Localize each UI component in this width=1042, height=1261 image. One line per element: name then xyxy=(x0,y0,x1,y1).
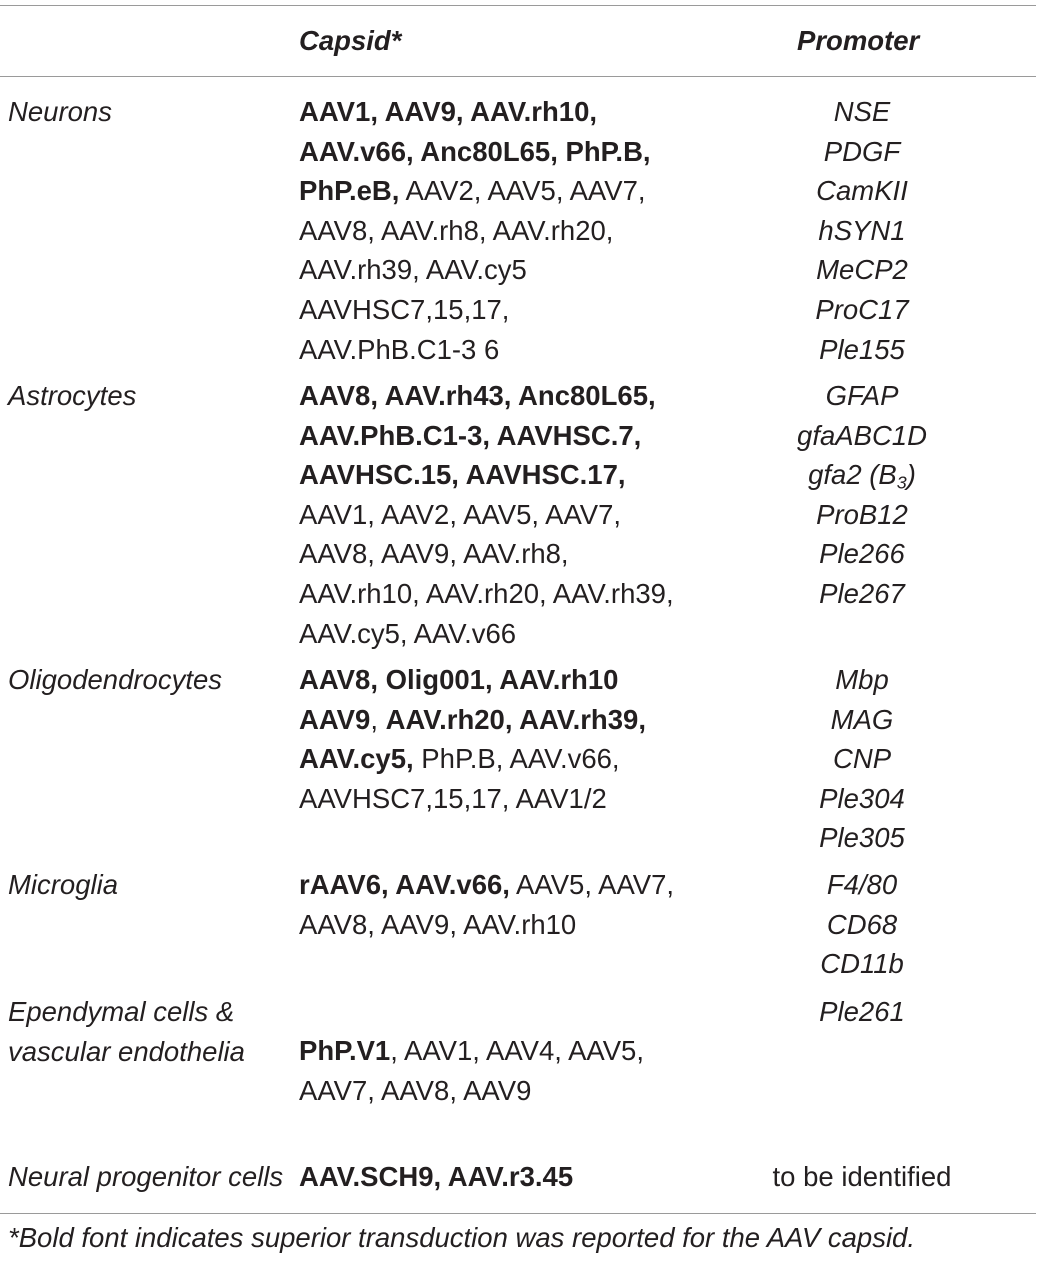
cell-type-astrocytes xyxy=(8,376,136,416)
cell-type-neurons xyxy=(8,92,112,132)
capsid-cell-neurons xyxy=(299,92,651,369)
promoter-item: Ple155 xyxy=(819,333,905,365)
promoter-cell-microglia xyxy=(742,865,982,984)
promoter-item: gfaABC1D xyxy=(797,419,927,451)
cell-type-microglia xyxy=(8,865,118,905)
promoter-item: GFAP xyxy=(825,380,899,411)
capsid-line: PhP.eB, AAV2, AAV5, AAV7, xyxy=(299,175,646,207)
capsid-line: AAV.rh39, AAV.cy5 xyxy=(299,254,527,286)
promoter-item: Ple304 xyxy=(819,782,905,814)
capsid-line: AAV7, AAV8, AAV9 xyxy=(299,1074,532,1106)
promoter-item: MAG xyxy=(830,703,894,735)
capsid-line: AAVHSC7,15,17, AAV1/2 xyxy=(299,782,607,814)
promoter-item: Ple267 xyxy=(819,577,905,609)
promoter-item: CD68 xyxy=(826,908,898,940)
cell-type-text: Ependymal cells & xyxy=(8,996,235,1027)
promoter-item: F4/80 xyxy=(826,869,898,900)
promoter-item: Ple266 xyxy=(819,538,905,570)
capsid-cell-neural-progenitor xyxy=(299,1157,573,1197)
promoter-item: ProC17 xyxy=(815,293,909,325)
capsid-line: AAV8, Olig001, AAV.rh10 xyxy=(299,664,619,695)
promoter-item: MeCP2 xyxy=(816,254,908,286)
capsid-line: AAV9, AAV.rh20, AAV.rh39, xyxy=(299,703,646,735)
table-bottom-rule xyxy=(0,1213,1036,1214)
capsid-line: AAV8, AAV.rh8, AAV.rh20, xyxy=(299,214,614,246)
capsid-line: AAV.PhB.C1-3 6 xyxy=(299,333,500,365)
capsid-cell-oligodendrocytes xyxy=(299,660,646,818)
capsid-line: AAV.cy5, PhP.B, AAV.v66, xyxy=(299,743,620,775)
header-capsid: Capsid* xyxy=(299,25,402,56)
capsid-line: AAV.cy5, AAV.v66 xyxy=(299,617,517,649)
cell-type-neural-progenitor xyxy=(8,1157,283,1197)
capsid-line: rAAV6, AAV.v66, AAV5, AAV7, xyxy=(299,869,675,900)
capsid-line: AAV8, AAV.rh43, Anc80L65, xyxy=(299,380,656,411)
capsid-line: AAV.PhB.C1-3, AAVHSC.7, xyxy=(299,419,642,451)
capsid-line: AAVHSC7,15,17, xyxy=(299,293,510,325)
promoter-item: Mbp xyxy=(835,664,889,695)
promoter-item: NSE xyxy=(833,96,891,127)
cell-type-text: Oligodendrocytes xyxy=(8,664,223,695)
promoter-item: ProB12 xyxy=(816,498,908,530)
table-footnote: *Bold font indicates superior transduction was reported for the AAV capsid. xyxy=(8,1222,915,1253)
capsid-line: AAV8, AAV9, AAV.rh8, xyxy=(299,538,569,570)
table-top-rule xyxy=(0,5,1036,6)
promoter-cell-oligodendrocytes xyxy=(742,660,982,858)
capsid-cell-microglia xyxy=(299,865,674,944)
capsid-cell-ependymal xyxy=(299,1031,644,1110)
cell-type-text: Microglia xyxy=(8,869,119,900)
capsid-line: AAV.SCH9, AAV.r3.45 xyxy=(299,1161,574,1192)
cell-type-ependymal xyxy=(8,992,245,1071)
promoter-cell-ependymal xyxy=(742,992,982,1032)
promoter-item: CNP xyxy=(832,743,892,775)
promoter-item: Ple261 xyxy=(819,996,905,1027)
promoter-item: hSYN1 xyxy=(818,214,906,246)
capsid-line: AAV1, AAV2, AAV5, AAV7, xyxy=(299,498,622,530)
capsid-line: AAV.rh10, AAV.rh20, AAV.rh39, xyxy=(299,577,674,609)
cell-type-text: Neurons xyxy=(8,96,112,127)
cell-type-text: Astrocytes xyxy=(8,380,137,411)
header-rule xyxy=(0,76,1036,77)
promoter-item: PDGF xyxy=(823,135,901,167)
capsid-line: AAV.v66, Anc80L65, PhP.B, xyxy=(299,135,651,167)
capsid-cell-astrocytes xyxy=(299,376,674,653)
capsid-line: PhP.V1, AAV1, AAV4, AAV5, xyxy=(299,1035,644,1066)
capsid-line: AAV1, AAV9, AAV.rh10, xyxy=(299,96,598,127)
cell-type-text: vascular endothelia xyxy=(8,1035,245,1067)
promoter-item: to be identified xyxy=(772,1161,952,1192)
capsid-line: AAV8, AAV9, AAV.rh10 xyxy=(299,908,577,940)
capsid-line: AAVHSC.15, AAVHSC.17, xyxy=(299,459,626,491)
promoter-cell-neural-progenitor xyxy=(742,1157,982,1197)
promoter-item: CD11b xyxy=(820,948,904,980)
promoter-cell-neurons xyxy=(742,92,982,369)
promoter-item: Ple305 xyxy=(819,822,905,854)
cell-type-oligodendrocytes xyxy=(8,660,222,700)
promoter-item: CamKII xyxy=(816,175,908,207)
header-promoter: Promoter xyxy=(797,25,920,56)
promoter-cell-astrocytes xyxy=(742,376,982,614)
promoter-item: gfa2 $(B_3)$ xyxy=(808,459,916,493)
cell-type-text: Neural progenitor cells xyxy=(8,1161,284,1192)
